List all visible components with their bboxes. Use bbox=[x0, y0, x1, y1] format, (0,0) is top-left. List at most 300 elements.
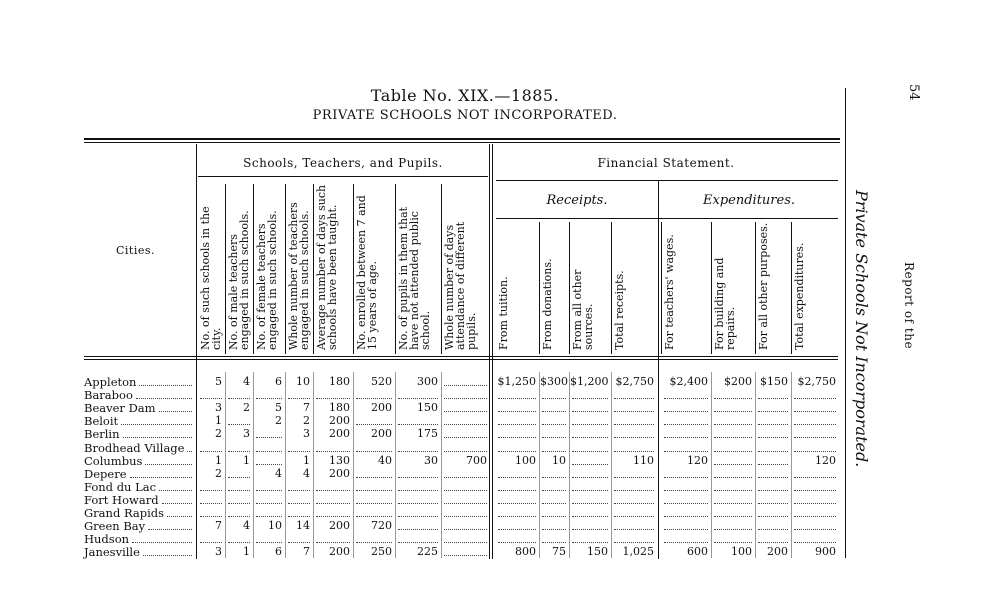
empty-cell bbox=[398, 502, 438, 504]
empty-cell bbox=[256, 489, 282, 491]
table-cell: 5 bbox=[215, 375, 222, 388]
empty-cell bbox=[542, 528, 566, 530]
rule-header-bottom-2 bbox=[84, 359, 838, 360]
table-cell: 10 bbox=[296, 375, 310, 388]
empty-cell bbox=[498, 541, 536, 543]
body-column-sep bbox=[569, 372, 570, 558]
empty-cell bbox=[398, 489, 438, 491]
empty-cell bbox=[664, 502, 708, 504]
empty-cell bbox=[228, 489, 250, 491]
table-cell: $2,750 bbox=[615, 375, 654, 388]
column-sep-2 bbox=[225, 184, 226, 354]
empty-cell bbox=[256, 436, 282, 438]
column-header-1: No. of such schools in the city. bbox=[199, 206, 223, 350]
subgroup-receipts: Receipts. bbox=[546, 193, 608, 208]
empty-cell bbox=[664, 423, 708, 425]
column-sep-16 bbox=[791, 222, 792, 354]
empty-cell bbox=[794, 502, 836, 504]
row-city: Appleton bbox=[84, 375, 137, 389]
row-leader-dots bbox=[167, 515, 192, 517]
table-cell: 2 bbox=[303, 414, 310, 428]
empty-cell bbox=[572, 450, 608, 452]
row-leader-dots bbox=[130, 476, 193, 478]
empty-cell bbox=[498, 515, 536, 517]
table-cell: 2 bbox=[275, 414, 282, 428]
table-cell: 200 bbox=[329, 427, 350, 441]
body-column-sep bbox=[711, 372, 712, 558]
table-cell: 120 bbox=[815, 453, 836, 467]
empty-cell bbox=[758, 528, 788, 530]
empty-cell bbox=[794, 410, 836, 412]
column-sep-7 bbox=[395, 184, 396, 354]
table-cell: 200 bbox=[329, 519, 350, 533]
column-header-12: Total receipts. bbox=[613, 270, 626, 350]
row-leader-dots bbox=[187, 450, 192, 452]
row-city: Green Bay bbox=[84, 519, 146, 534]
empty-cell bbox=[256, 450, 282, 452]
column-header-2: No. of male teachers engaged in such schools. bbox=[227, 210, 251, 350]
empty-cell bbox=[200, 397, 222, 399]
empty-cell bbox=[572, 397, 608, 399]
table-cell: 200 bbox=[371, 401, 392, 415]
cities-header: Cities. bbox=[116, 244, 156, 257]
empty-cell bbox=[714, 450, 752, 452]
row-city: Baraboo bbox=[84, 388, 133, 403]
empty-cell bbox=[542, 410, 566, 412]
row-city: Brodhead Village bbox=[84, 440, 185, 455]
empty-cell bbox=[200, 489, 222, 491]
row-city: Grand Rapids bbox=[84, 506, 165, 520]
table-cell: 1 bbox=[215, 453, 222, 467]
table-cell: 3 bbox=[215, 401, 222, 415]
empty-cell bbox=[228, 397, 250, 399]
empty-cell bbox=[572, 502, 608, 504]
empty-cell bbox=[572, 410, 608, 412]
empty-cell bbox=[794, 528, 836, 530]
table-cell: 40 bbox=[378, 453, 392, 467]
empty-cell bbox=[758, 397, 788, 399]
row-leader-dots bbox=[123, 436, 192, 438]
empty-cell bbox=[572, 528, 608, 530]
empty-cell bbox=[758, 450, 788, 452]
empty-cell bbox=[356, 489, 392, 491]
empty-cell bbox=[664, 450, 708, 452]
column-sep-5 bbox=[313, 184, 314, 354]
sep-cities bbox=[196, 144, 197, 559]
empty-cell bbox=[200, 515, 222, 517]
empty-cell bbox=[664, 436, 708, 438]
table-cell: 100 bbox=[515, 453, 536, 467]
empty-cell bbox=[664, 410, 708, 412]
table-cell: 175 bbox=[417, 427, 438, 441]
table-cell: 180 bbox=[329, 401, 350, 415]
body-column-sep bbox=[611, 372, 612, 558]
empty-cell bbox=[614, 476, 654, 478]
table-cell: 2 bbox=[215, 466, 222, 480]
empty-cell bbox=[572, 541, 608, 543]
empty-cell bbox=[444, 541, 487, 543]
empty-cell bbox=[614, 502, 654, 504]
column-sep-10 bbox=[539, 222, 540, 354]
table-cell: 150 bbox=[417, 401, 438, 415]
empty-cell bbox=[572, 436, 608, 438]
body-column-sep bbox=[225, 372, 226, 558]
empty-cell bbox=[614, 410, 654, 412]
table-cell: 1 bbox=[243, 453, 250, 467]
empty-cell bbox=[398, 541, 438, 543]
table-cell: 5 bbox=[275, 401, 282, 415]
body-column-sep bbox=[539, 372, 540, 558]
empty-cell bbox=[444, 436, 487, 438]
page-number: 54 bbox=[906, 84, 921, 101]
empty-cell bbox=[614, 436, 654, 438]
row-leader-dots bbox=[132, 541, 192, 543]
empty-cell bbox=[444, 528, 487, 530]
table-cell: 600 bbox=[687, 545, 708, 559]
group-header-financial: Financial Statement. bbox=[597, 156, 735, 170]
empty-cell bbox=[794, 397, 836, 399]
sep-receipts-expenditures bbox=[658, 180, 659, 559]
column-header-7: No. of pupils in them that have not attended public school. bbox=[397, 206, 432, 350]
rule-header-bottom bbox=[84, 356, 838, 357]
table-cell: 6 bbox=[275, 375, 282, 388]
table-cell: 4 bbox=[243, 519, 250, 533]
table-cell: $2,750 bbox=[797, 375, 836, 388]
empty-cell bbox=[288, 541, 310, 543]
sep-groups-a bbox=[489, 144, 490, 559]
table-cell: 75 bbox=[552, 545, 566, 559]
rule-schools-group bbox=[198, 176, 488, 177]
empty-cell bbox=[228, 476, 250, 478]
empty-cell bbox=[256, 541, 282, 543]
empty-cell bbox=[444, 423, 487, 425]
empty-cell bbox=[714, 528, 752, 530]
empty-cell bbox=[614, 528, 654, 530]
empty-cell bbox=[794, 515, 836, 517]
column-header-14: For building and repairs. bbox=[713, 257, 737, 350]
column-sep-11 bbox=[569, 222, 570, 354]
table-cell: 2 bbox=[215, 427, 222, 441]
empty-cell bbox=[228, 423, 250, 425]
table-cell: 6 bbox=[275, 545, 282, 559]
table-cell: $2,400 bbox=[669, 375, 708, 388]
table-cell: 800 bbox=[515, 545, 536, 559]
empty-cell bbox=[356, 476, 392, 478]
body-column-sep bbox=[313, 372, 314, 558]
table-cell: 2 bbox=[243, 401, 250, 415]
empty-cell bbox=[542, 476, 566, 478]
column-sep-12 bbox=[611, 222, 612, 354]
empty-cell bbox=[664, 476, 708, 478]
empty-cell bbox=[288, 515, 310, 517]
row-leader-dots bbox=[121, 423, 192, 425]
empty-cell bbox=[256, 515, 282, 517]
table-cell: 520 bbox=[371, 375, 392, 388]
empty-cell bbox=[256, 397, 282, 399]
empty-cell bbox=[444, 476, 487, 478]
table-cell: 720 bbox=[371, 519, 392, 533]
column-header-16: Total expenditures. bbox=[793, 242, 806, 350]
table-cell: 3 bbox=[215, 545, 222, 559]
empty-cell bbox=[714, 489, 752, 491]
empty-cell bbox=[542, 541, 566, 543]
side-title: Private Schools Not Incorporated. bbox=[852, 190, 871, 468]
empty-cell bbox=[398, 450, 438, 452]
table-cell: 300 bbox=[417, 375, 438, 388]
empty-cell bbox=[614, 450, 654, 452]
table-cell: 7 bbox=[215, 519, 222, 533]
empty-cell bbox=[444, 554, 487, 556]
empty-cell bbox=[758, 515, 788, 517]
empty-cell bbox=[714, 397, 752, 399]
empty-cell bbox=[664, 515, 708, 517]
empty-cell bbox=[572, 515, 608, 517]
empty-cell bbox=[228, 502, 250, 504]
column-header-9: From tuition. bbox=[497, 276, 510, 350]
row-leader-dots bbox=[148, 528, 192, 530]
empty-cell bbox=[228, 541, 250, 543]
empty-cell bbox=[714, 436, 752, 438]
empty-cell bbox=[542, 489, 566, 491]
empty-cell bbox=[398, 397, 438, 399]
empty-cell bbox=[356, 423, 392, 425]
empty-cell bbox=[398, 476, 438, 478]
table-cell: 130 bbox=[329, 453, 350, 467]
empty-cell bbox=[498, 397, 536, 399]
side-report: Report of the bbox=[902, 262, 916, 350]
column-header-5: Average number of days such schools have been taught. bbox=[315, 184, 339, 350]
table-cell: $1,250 bbox=[497, 375, 536, 388]
table-cell: 250 bbox=[371, 545, 392, 559]
empty-cell bbox=[714, 515, 752, 517]
table-cell: $1,200 bbox=[570, 375, 609, 388]
empty-cell bbox=[498, 450, 536, 452]
body-column-sep bbox=[755, 372, 756, 558]
empty-cell bbox=[228, 515, 250, 517]
body-column-sep bbox=[791, 372, 792, 558]
empty-cell bbox=[444, 450, 487, 452]
row-city: Beaver Dam bbox=[84, 401, 156, 416]
table-cell: 200 bbox=[329, 414, 350, 428]
empty-cell bbox=[614, 423, 654, 425]
empty-cell bbox=[316, 450, 350, 452]
empty-cell bbox=[758, 541, 788, 543]
empty-cell bbox=[356, 450, 392, 452]
table-cell: 10 bbox=[268, 519, 282, 533]
table-cell: 1 bbox=[215, 414, 222, 428]
empty-cell bbox=[356, 515, 392, 517]
column-header-6: No. enrolled between 7 and 15 years of age. bbox=[355, 195, 379, 350]
empty-cell bbox=[794, 476, 836, 478]
empty-cell bbox=[398, 528, 438, 530]
empty-cell bbox=[316, 541, 350, 543]
table-cell: 4 bbox=[243, 375, 250, 388]
column-header-11: From all other sources. bbox=[571, 269, 595, 350]
row-city: Fort Howard bbox=[84, 492, 159, 507]
table-cell: 200 bbox=[329, 545, 350, 559]
empty-cell bbox=[228, 450, 250, 452]
column-header-10: From donations. bbox=[541, 258, 554, 350]
table-cell: 1 bbox=[303, 453, 310, 467]
column-header-15: For all other purposes. bbox=[757, 222, 770, 350]
empty-cell bbox=[714, 410, 752, 412]
empty-cell bbox=[758, 436, 788, 438]
right-border bbox=[845, 88, 846, 558]
empty-cell bbox=[542, 423, 566, 425]
column-header-13: For teachers' wages. bbox=[663, 234, 676, 350]
empty-cell bbox=[572, 423, 608, 425]
empty-cell bbox=[444, 489, 487, 491]
rule-financial-group bbox=[496, 180, 838, 181]
group-header-schools: Schools, Teachers, and Pupils. bbox=[243, 156, 443, 170]
column-sep-4 bbox=[285, 184, 286, 354]
empty-cell bbox=[200, 502, 222, 504]
empty-cell bbox=[356, 397, 392, 399]
row-leader-dots bbox=[145, 463, 192, 465]
empty-cell bbox=[200, 541, 222, 543]
empty-cell bbox=[356, 541, 392, 543]
empty-cell bbox=[498, 436, 536, 438]
empty-cell bbox=[498, 489, 536, 491]
empty-cell bbox=[614, 541, 654, 543]
empty-cell bbox=[200, 450, 222, 452]
empty-cell bbox=[398, 423, 438, 425]
empty-cell bbox=[444, 410, 487, 412]
row-leader-dots bbox=[136, 397, 192, 399]
empty-cell bbox=[316, 489, 350, 491]
table-cell: $150 bbox=[760, 375, 788, 388]
empty-cell bbox=[288, 397, 310, 399]
empty-cell bbox=[714, 476, 752, 478]
top-rule bbox=[84, 138, 840, 140]
empty-cell bbox=[758, 502, 788, 504]
column-header-3: No. of female teachers engaged in such schools. bbox=[255, 210, 279, 350]
subgroup-expenditures: Expenditures. bbox=[703, 193, 795, 208]
table-cell: 3 bbox=[303, 427, 310, 441]
row-city: Beloit bbox=[84, 414, 119, 429]
table-cell: 700 bbox=[466, 453, 487, 467]
row-city: Fond du Lac bbox=[84, 479, 157, 494]
table-cell: 120 bbox=[687, 453, 708, 467]
table-cell: 30 bbox=[424, 453, 438, 467]
table-cell: 7 bbox=[303, 401, 310, 415]
row-city: Berlin bbox=[84, 427, 120, 442]
row-city: Depere bbox=[84, 466, 127, 481]
empty-cell bbox=[614, 489, 654, 491]
table-cell: $200 bbox=[724, 375, 752, 388]
empty-cell bbox=[256, 463, 282, 465]
empty-cell bbox=[542, 515, 566, 517]
table-cell: 200 bbox=[767, 545, 788, 559]
table-cell: 200 bbox=[329, 466, 350, 480]
empty-cell bbox=[444, 515, 487, 517]
body-column-sep bbox=[353, 372, 354, 558]
column-sep-3 bbox=[253, 184, 254, 354]
empty-cell bbox=[288, 502, 310, 504]
table-cell: 110 bbox=[633, 453, 654, 467]
empty-cell bbox=[572, 489, 608, 491]
empty-cell bbox=[542, 436, 566, 438]
row-leader-dots bbox=[139, 384, 192, 386]
empty-cell bbox=[664, 541, 708, 543]
empty-cell bbox=[614, 397, 654, 399]
table-cell: 14 bbox=[296, 519, 310, 533]
empty-cell bbox=[714, 463, 752, 465]
top-rule-thin bbox=[84, 142, 840, 143]
row-leader-dots bbox=[159, 410, 192, 412]
empty-cell bbox=[794, 489, 836, 491]
empty-cell bbox=[572, 463, 608, 465]
empty-cell bbox=[664, 397, 708, 399]
body-column-sep bbox=[441, 372, 442, 558]
row-city: Janesville bbox=[84, 545, 140, 560]
empty-cell bbox=[758, 410, 788, 412]
empty-cell bbox=[614, 515, 654, 517]
table-cell: 200 bbox=[371, 427, 392, 441]
column-sep-14 bbox=[711, 222, 712, 354]
empty-cell bbox=[664, 528, 708, 530]
empty-cell bbox=[288, 489, 310, 491]
row-leader-dots bbox=[143, 554, 192, 556]
empty-cell bbox=[444, 502, 487, 504]
column-header-4: Whole number of teachers engaged in such schools. bbox=[287, 202, 311, 350]
empty-cell bbox=[498, 502, 536, 504]
table-cell: 7 bbox=[303, 545, 310, 559]
column-sep-6 bbox=[353, 184, 354, 354]
table-cell: 150 bbox=[587, 545, 608, 559]
table-cell: 1 bbox=[243, 545, 250, 559]
empty-cell bbox=[758, 489, 788, 491]
empty-cell bbox=[542, 450, 566, 452]
empty-cell bbox=[498, 476, 536, 478]
empty-cell bbox=[316, 515, 350, 517]
empty-cell bbox=[794, 541, 836, 543]
table-cell: 225 bbox=[417, 545, 438, 559]
empty-cell bbox=[398, 515, 438, 517]
empty-cell bbox=[444, 397, 487, 399]
table-cell: 100 bbox=[731, 545, 752, 559]
empty-cell bbox=[714, 541, 752, 543]
table-title: Table No. XIX.—1885. bbox=[370, 86, 560, 105]
empty-cell bbox=[794, 423, 836, 425]
empty-cell bbox=[714, 502, 752, 504]
empty-cell bbox=[542, 502, 566, 504]
empty-cell bbox=[794, 436, 836, 438]
empty-cell bbox=[758, 423, 788, 425]
body-column-sep bbox=[285, 372, 286, 558]
row-leader-dots bbox=[159, 489, 192, 491]
row-city: Hudson bbox=[84, 532, 130, 547]
column-sep-13 bbox=[661, 222, 662, 354]
body-column-sep bbox=[395, 372, 396, 558]
empty-cell bbox=[758, 463, 788, 465]
empty-cell bbox=[758, 476, 788, 478]
empty-cell bbox=[714, 423, 752, 425]
empty-cell bbox=[256, 502, 282, 504]
empty-cell bbox=[356, 502, 392, 504]
column-sep-15 bbox=[755, 222, 756, 354]
table-cell: 4 bbox=[275, 466, 282, 480]
empty-cell bbox=[288, 450, 310, 452]
table-cell: 3 bbox=[243, 427, 250, 441]
table-cell: $300 bbox=[540, 375, 568, 388]
column-header-8: Whole number of days attendance of different pupils. bbox=[443, 221, 478, 350]
table-cell: 10 bbox=[552, 453, 566, 467]
row-leader-dots bbox=[162, 502, 192, 504]
empty-cell bbox=[572, 476, 608, 478]
empty-cell bbox=[316, 397, 350, 399]
empty-cell bbox=[498, 410, 536, 412]
